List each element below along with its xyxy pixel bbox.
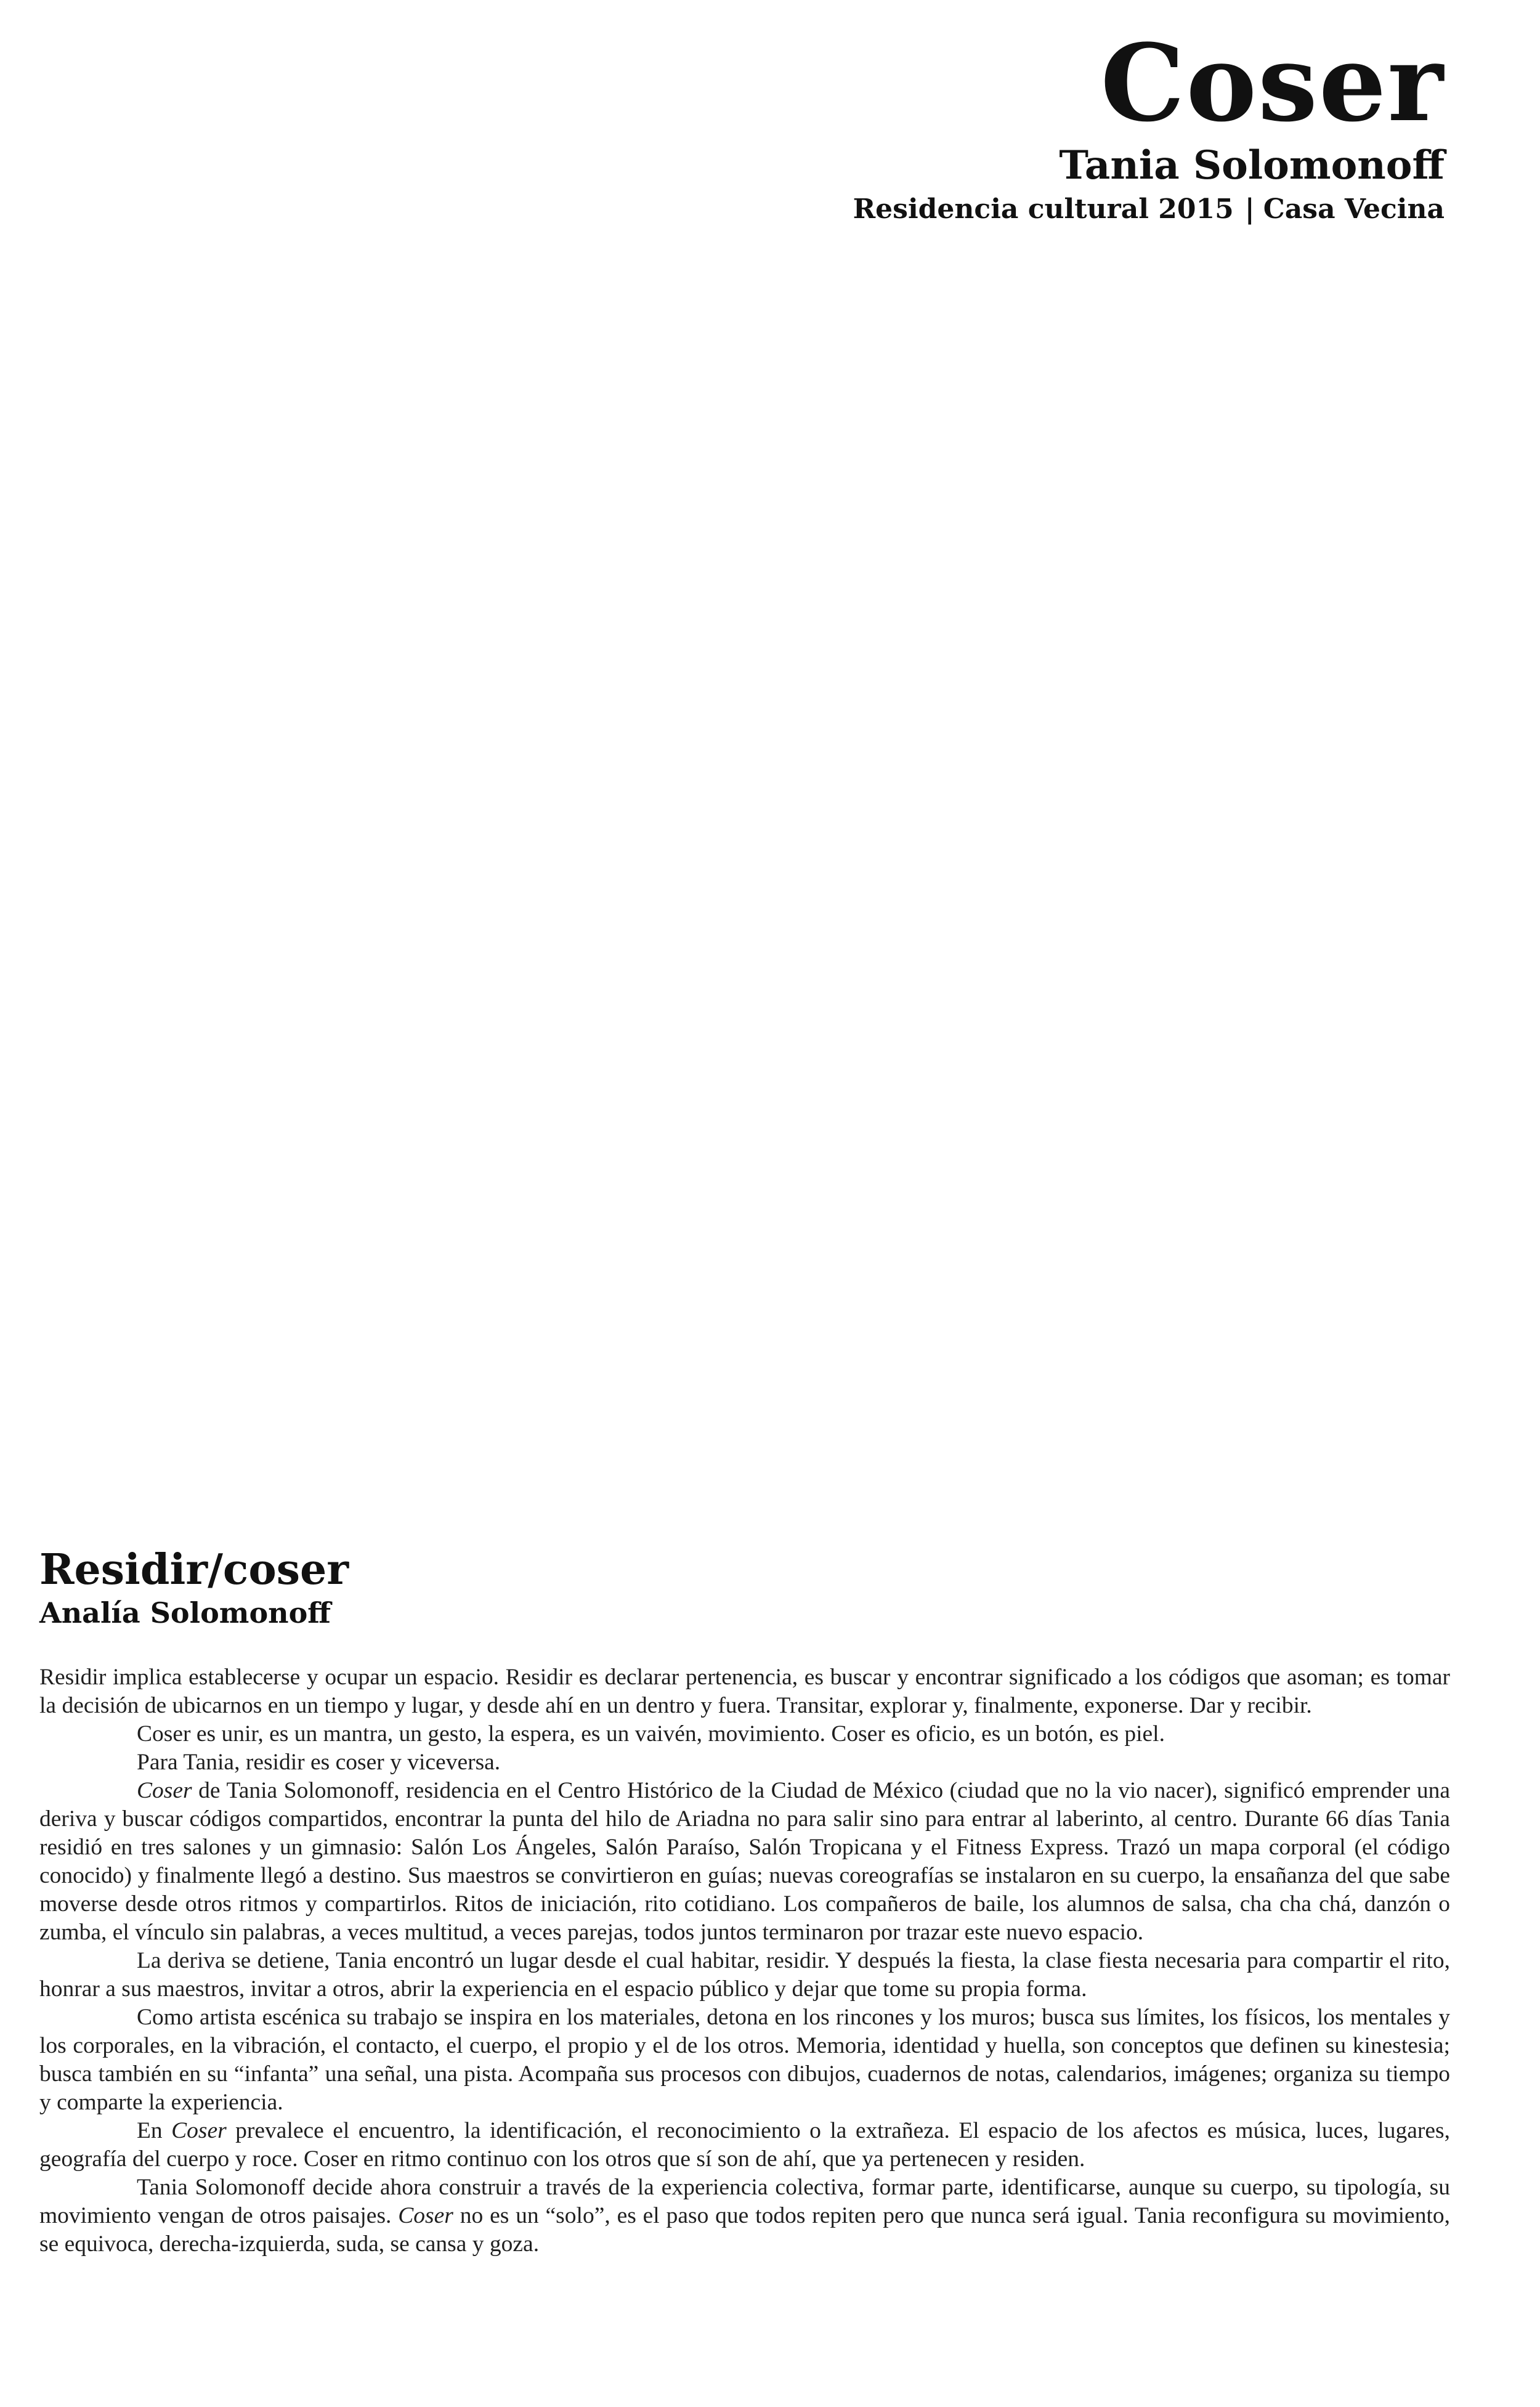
document-header: [853, 20, 1445, 229]
article-paragraph: Tania Solomonoff decide ahora construir a través de la experiencia colectiva, formar parte, identificarse, aunque su cuerpo, su tipología, su movimiento vengan de otros paisajes. Coser no es un “solo”, es el paso que todos repiten pero que nunca será igual. Tania reconfigura su movimiento, se equivoca, derecha-izquierda, suda, se cansa y goza.: [39, 2175, 1450, 2257]
residency-separator: |: [1244, 193, 1255, 225]
article-paragraph: La deriva se detiene, Tania encontró un lugar desde el cual habitar, residir. Y después la fiesta, la clase fiesta necesaria para compartir el rito, honrar a sus maestros, invitar a otros, abrir la experiencia en el espacio público y dejar que tome su propia forma.: [39, 1948, 1450, 2002]
article-paragraph: Coser de Tania Solomonoff, residencia en el Centro Histórico de la Ciudad de México (ciudad que no la vio nacer), significó emprender una deriva y buscar códigos compartidos, encontrar la punta del hilo de Ariadna no para salir sino para entrar al laberinto, al centro. Durante 66 días Tania residió en tres salones y un gimnasio: Salón Los Ángeles, Salón Paraíso, Salón Tropicana y el Fitness Express. Trazó un mapa corporal (el código conocido) y finalmente llegó a destino. Sus maestros se convirtieron en guías; nuevas coreografías se instalaron en su cuerpo, la ensañanza del que sabe moverse desde otros ritmos y compartirlos. Ritos de iniciación, rito cotidiano. Los compañeros de baile, los alumnos de salsa, cha cha chá, danzón o zumba, el vínculo sin palabras, a veces multitud, a veces parejas, todos juntos terminaron por trazar este nuevo espacio.: [39, 1778, 1450, 1945]
work-title-italic: Coser: [398, 2203, 453, 2228]
article-paragraph: Coser es unir, es un mantra, un gesto, la espera, es un vaivén, movimiento. Coser es oficio, es un botón, es piel.: [137, 1721, 1165, 1747]
artist-name: Tania Solomonoff: [1059, 142, 1445, 189]
article-title: Residir/coser: [39, 1545, 349, 1594]
venue-name: Casa Vecina: [1263, 193, 1445, 225]
document-title: Coser: [1100, 20, 1445, 145]
article-author: Analía Solomonoff: [39, 1596, 331, 1630]
article-paragraph: Como artista escénica su trabajo se inspira en los materiales, detona en los rincones y los muros; busca sus límites, los físicos, los mentales y los corporales, en la vibración, el contacto, el cuerpo, el propio y el de los otros. Memoria, identidad y huella, son conceptos que definen su kinestesia; busca también en su “infanta” una señal, una pista. Acompaña sus procesos con dibujos, cuadernos de notas, calendarios, imágenes; organiza su tiempo y comparte la experiencia.: [39, 2005, 1450, 2115]
article-paragraph: Residir implica establecerse y ocupar un espacio. Residir es declarar pertenencia, es buscar y encontrar significado a los códigos que asoman; es tomar la decisión de ubicarnos en un tiempo y lugar, y desde ahí en un dentro y fuera. Transitar, explorar y, finalmente, exponerse. Dar y recibir.: [39, 1665, 1450, 1718]
work-title-italic: Coser: [171, 2118, 227, 2143]
article-paragraph: Para Tania, residir es coser y viceversa.: [137, 1750, 501, 1775]
residency-line: [853, 190, 1445, 229]
article: [39, 1545, 1450, 2259]
residency-label: Residencia cultural 2015: [853, 193, 1234, 225]
work-title-italic: Coser: [137, 1778, 192, 1803]
article-paragraph: En Coser prevalece el encuentro, la identificación, el reconocimiento o la extrañeza. El espacio de los afectos es música, luces, lugares, geografía del cuerpo y roce. Coser en ritmo continuo con los otros que sí son de ahí, que ya pertenecen y residen.: [39, 2118, 1450, 2172]
